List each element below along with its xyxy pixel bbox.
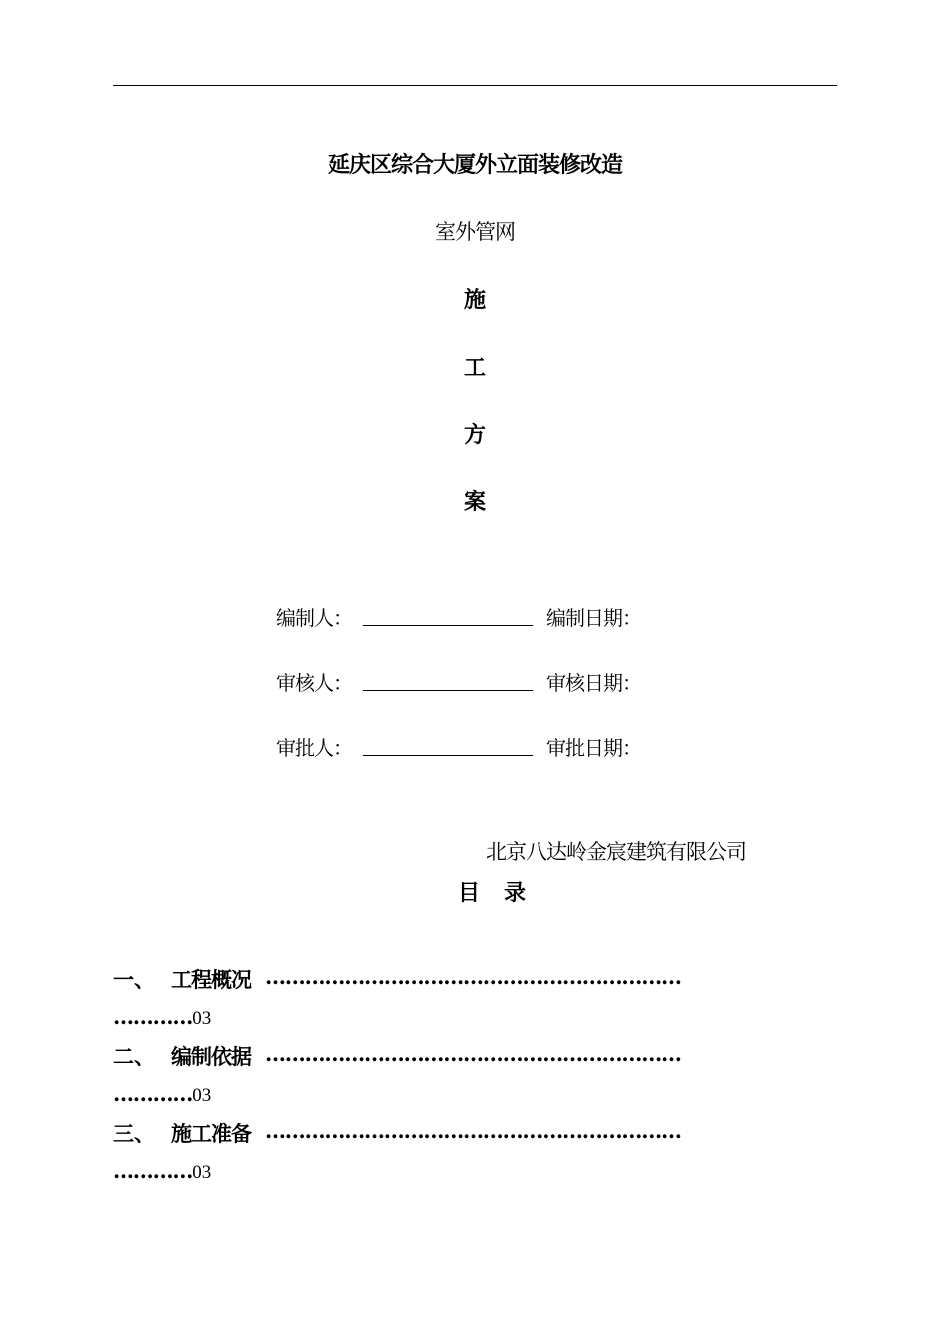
toc-entry-continuation xyxy=(113,1081,211,1107)
toc-dot-leader: ………… xyxy=(113,1081,193,1106)
toc-entry-number: 一、 xyxy=(113,968,155,992)
toc-entry-continuation xyxy=(113,1158,211,1184)
toc-page-number: 03 xyxy=(192,1162,212,1183)
approver-signature-line xyxy=(363,755,533,756)
toc-entry[interactable] xyxy=(113,1118,833,1150)
toc-dot-leader: ………… xyxy=(113,1158,193,1183)
approval-date-label: 审批日期： xyxy=(546,736,641,760)
review-date-label: 审核日期： xyxy=(546,671,641,695)
toc-page-number: 03 xyxy=(192,1085,212,1106)
toc-heading xyxy=(458,876,526,907)
toc-dot-leader: ……………………………………………………… xyxy=(265,964,681,989)
toc-heading-char: 录 xyxy=(504,881,527,906)
document-title: 延庆区综合大厦外立面装修改造 xyxy=(327,153,622,178)
toc-entry-title: 施工准备 xyxy=(171,1122,251,1146)
compiler-label: 编制人： xyxy=(276,606,352,630)
compiler-signature-line xyxy=(363,625,533,626)
toc-dot-leader: ……………………………………………………… xyxy=(265,1118,681,1143)
vertical-title-char: 案 xyxy=(463,490,486,515)
toc-entry-title: 编制依据 xyxy=(171,1045,251,1069)
approver-label: 审批人： xyxy=(276,736,352,760)
toc-entry[interactable] xyxy=(113,964,833,996)
toc-dot-leader: ………… xyxy=(113,1004,193,1029)
compile-date-label: 编制日期： xyxy=(546,606,641,630)
vertical-title-char: 施 xyxy=(463,288,486,313)
toc-page-number: 03 xyxy=(192,1008,212,1029)
header-rule xyxy=(113,85,837,86)
toc-heading-char: 目 xyxy=(458,881,481,906)
company-name: 北京八达岭金宸建筑有限公司 xyxy=(486,840,746,864)
toc-entry-number: 二、 xyxy=(113,1045,155,1069)
reviewer-label: 审核人： xyxy=(276,671,352,695)
vertical-title-char: 方 xyxy=(463,423,486,448)
toc-entry-number: 三、 xyxy=(113,1122,155,1146)
toc-dot-leader: ……………………………………………………… xyxy=(265,1041,681,1066)
vertical-title-char: 工 xyxy=(463,356,486,381)
toc-entry-title: 工程概况 xyxy=(171,968,251,992)
reviewer-signature-line xyxy=(363,690,533,691)
document-subtitle: 室外管网 xyxy=(435,220,515,244)
toc-entry-continuation xyxy=(113,1004,211,1030)
toc-entry[interactable] xyxy=(113,1041,833,1073)
